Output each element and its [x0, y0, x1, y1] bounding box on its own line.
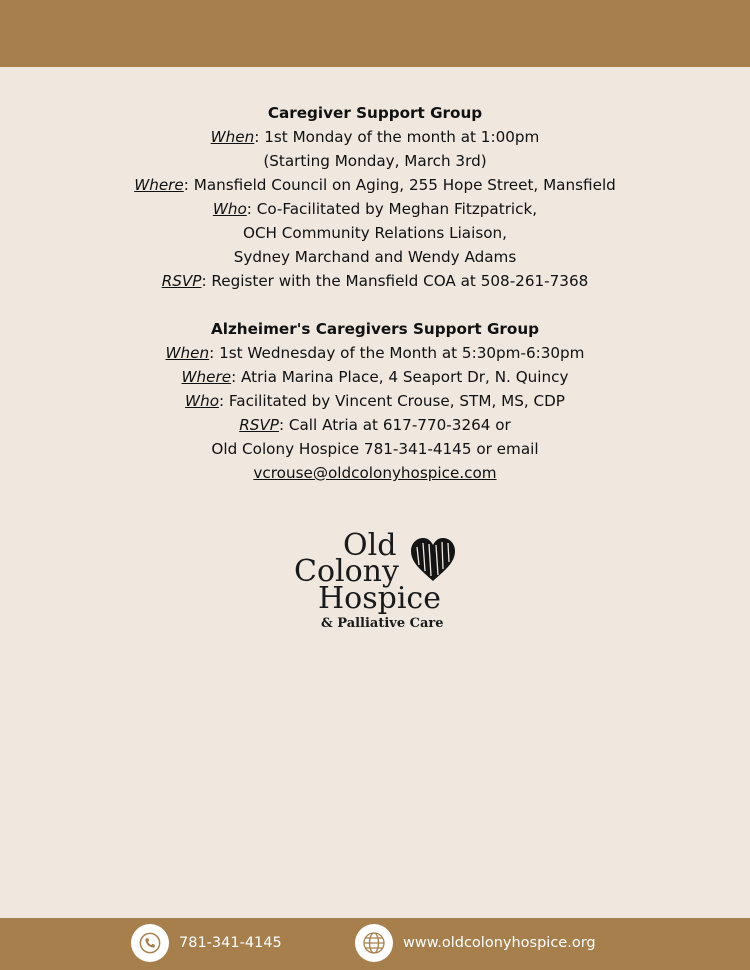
- heart-icon: [408, 535, 458, 585]
- caregiver-support-group: [0, 101, 750, 293]
- rsvp-value: : Call Atria at 617-770-3264 or: [278, 416, 511, 434]
- logo-palliative-care: & Palliative Care: [321, 616, 444, 631]
- who-line: [0, 389, 750, 413]
- rsvp-line: [0, 269, 750, 293]
- where-label: Where: [134, 176, 184, 194]
- email-address[interactable]: vcrouse@oldcolonyhospice.com: [253, 464, 497, 482]
- when-label: When: [210, 128, 255, 146]
- footer-website[interactable]: [355, 923, 596, 963]
- who-line-2: OCH Community Relations Liaison,: [243, 224, 507, 242]
- phone-icon: [131, 924, 169, 962]
- alzheimers-caregivers-support-group: [0, 317, 750, 485]
- old-colony-hospice-logo: [293, 528, 458, 636]
- where-line: [0, 173, 750, 197]
- where-label: Where: [181, 368, 232, 386]
- rsvp-line: [0, 413, 750, 437]
- who-line: [0, 197, 750, 221]
- email-link[interactable]: [0, 461, 750, 485]
- who-label: Who: [212, 200, 247, 218]
- globe-icon: [355, 924, 393, 962]
- phone-number[interactable]: 781-341-4145: [179, 935, 282, 951]
- when-line: [0, 125, 750, 149]
- when-value: : 1st Monday of the month at 1:00pm: [254, 128, 540, 146]
- header-band: [0, 0, 750, 67]
- rsvp-value: : Register with the Mansfield COA at 508-261-7368: [201, 272, 589, 290]
- footer-phone[interactable]: [131, 923, 282, 963]
- group-title: Caregiver Support Group: [267, 104, 483, 122]
- group-title: Alzheimer's Caregivers Support Group: [210, 320, 540, 338]
- rsvp-label: RSVP: [161, 272, 202, 290]
- when-note: (Starting Monday, March 3rd): [263, 152, 487, 170]
- who-label: Who: [185, 392, 219, 410]
- main-content: [0, 101, 750, 485]
- who-line-3: Sydney Marchand and Wendy Adams: [233, 248, 517, 266]
- website-url[interactable]: www.oldcolonyhospice.org: [403, 935, 596, 951]
- when-line: [0, 341, 750, 365]
- where-value: : Mansfield Council on Aging, 255 Hope Street, Mansfield: [183, 176, 616, 194]
- rsvp-label: RSVP: [239, 416, 279, 434]
- who-value: : Co-Facilitated by Meghan Fitzpatrick,: [246, 200, 538, 218]
- rsvp-line-2: Old Colony Hospice 781-341-4145 or email: [211, 440, 539, 458]
- where-line: [0, 365, 750, 389]
- when-label: When: [165, 344, 210, 362]
- where-value: : Atria Marina Place, 4 Seaport Dr, N. Quincy: [231, 368, 569, 386]
- logo-old: Old: [343, 528, 397, 563]
- when-value: : 1st Wednesday of the Month at 5:30pm-6:30pm: [209, 344, 585, 362]
- logo-colony: Colony: [294, 554, 399, 589]
- who-value: : Facilitated by Vincent Crouse, STM, MS, CDP: [218, 392, 565, 410]
- logo-hospice: Hospice: [318, 581, 441, 616]
